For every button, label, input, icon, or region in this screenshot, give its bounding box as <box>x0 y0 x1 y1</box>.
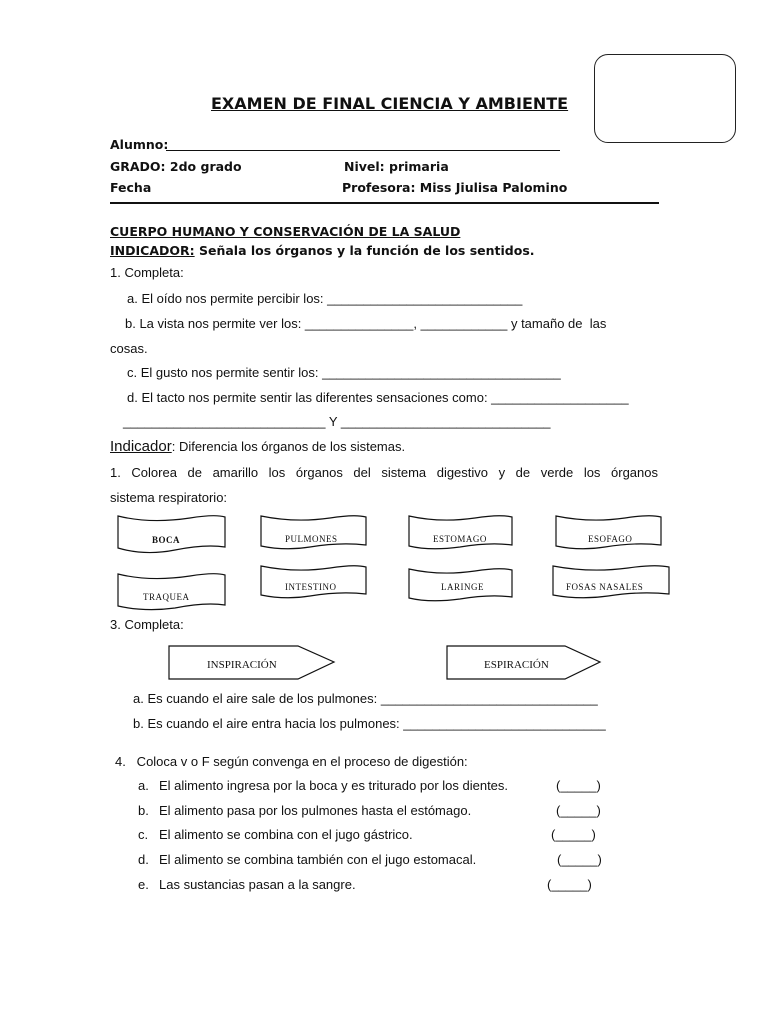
q3-b: b. Es cuando el aire entra hacia los pulmones: ____________________________ <box>133 716 606 731</box>
indicador-label: INDICADOR: <box>110 243 195 258</box>
organ-label-fosas-nasales: FOSAS NASALES <box>566 582 644 592</box>
grado-text: GRADO: 2do grado <box>110 159 242 174</box>
q4-e-text: Las sustancias pasan a la sangre. <box>159 877 356 892</box>
organ-label-estomago: ESTOMAGO <box>433 534 487 544</box>
q4-d-blank: (_____) <box>557 852 602 867</box>
organ-label-traquea: TRAQUEA <box>143 592 190 602</box>
q1-d: d. El tacto nos permite sentir las diferentes sensaciones como: ___________________ <box>127 390 629 405</box>
q2-line1: 1. Colorea de amarillo los órganos del sistema digestivo y de verde los órganos <box>110 465 658 480</box>
indicador2-text: : Diferencia los órganos de los sistemas. <box>171 439 406 454</box>
q4-c-text: El alimento se combina con el jugo gástrico. <box>159 827 413 842</box>
q4-e-blank: (_____) <box>547 877 592 892</box>
q4-b-text: El alimento pasa por los pulmones hasta el estómago. <box>159 803 472 818</box>
indicador2-label: Indicador <box>110 438 172 455</box>
q4-b-letter: b. <box>138 803 149 818</box>
q1-d-cont: ____________________________ Y _____________________________ <box>123 414 551 429</box>
q1-a: a. El oído nos permite percibir los: ___________________________ <box>127 291 523 306</box>
q4-d-letter: d. <box>138 852 149 867</box>
profesora-text: Profesora: Miss Jiulisa Palomino <box>342 180 568 195</box>
q3-a: a. Es cuando el aire sale de los pulmones: ______________________________ <box>133 691 598 706</box>
organ-label-laringe: LARINGE <box>441 582 484 592</box>
q4-c-letter: c. <box>138 827 149 842</box>
q4-d-text: El alimento se combina también con el jugo estomacal. <box>159 852 477 867</box>
q4-a-blank: (_____) <box>556 778 601 793</box>
organ-label-pulmones: PULMONES <box>285 534 338 544</box>
exam-title: EXAMEN DE FINAL CIENCIA Y AMBIENTE <box>211 94 569 113</box>
q4-b-blank: (_____) <box>556 803 601 818</box>
q1-b: b. La vista nos permite ver los: _______________, ____________ y tamaño de las <box>125 316 607 331</box>
q1-b-cont: cosas. <box>110 341 148 356</box>
organ-label-boca: BOCA <box>152 535 181 545</box>
q4-e-letter: e. <box>138 877 149 892</box>
fecha-label: Fecha <box>110 180 152 195</box>
q4-a-text: El alimento ingresa por la boca y es triturado por los dientes. <box>159 778 509 793</box>
q4-label: 4. Coloca v o F según convenga en el proceso de digestión: <box>115 754 468 769</box>
inspiracion-label: INSPIRACIÓN <box>207 659 277 671</box>
q3-label: 3. Completa: <box>110 617 184 632</box>
q4-c-blank: (_____) <box>551 827 596 842</box>
q2-line2: sistema respiratorio: <box>110 490 228 505</box>
alumno-label: Alumno: <box>110 137 169 152</box>
organ-label-intestino: INTESTINO <box>285 582 337 592</box>
q4-a-letter: a. <box>138 778 149 793</box>
section-heading: CUERPO HUMANO Y CONSERVACIÓN DE LA SALUD <box>110 224 461 239</box>
q1-c: c. El gusto nos permite sentir los: _________________________________ <box>127 365 561 380</box>
nivel-text: Nivel: primaria <box>344 159 449 174</box>
q1-label: 1. Completa: <box>110 265 184 280</box>
indicador-text: Señala los órganos y la función de los sentidos. <box>194 243 535 258</box>
organ-label-esofago: ESOFAGO <box>588 534 633 544</box>
espiracion-label: ESPIRACIÓN <box>484 659 549 671</box>
